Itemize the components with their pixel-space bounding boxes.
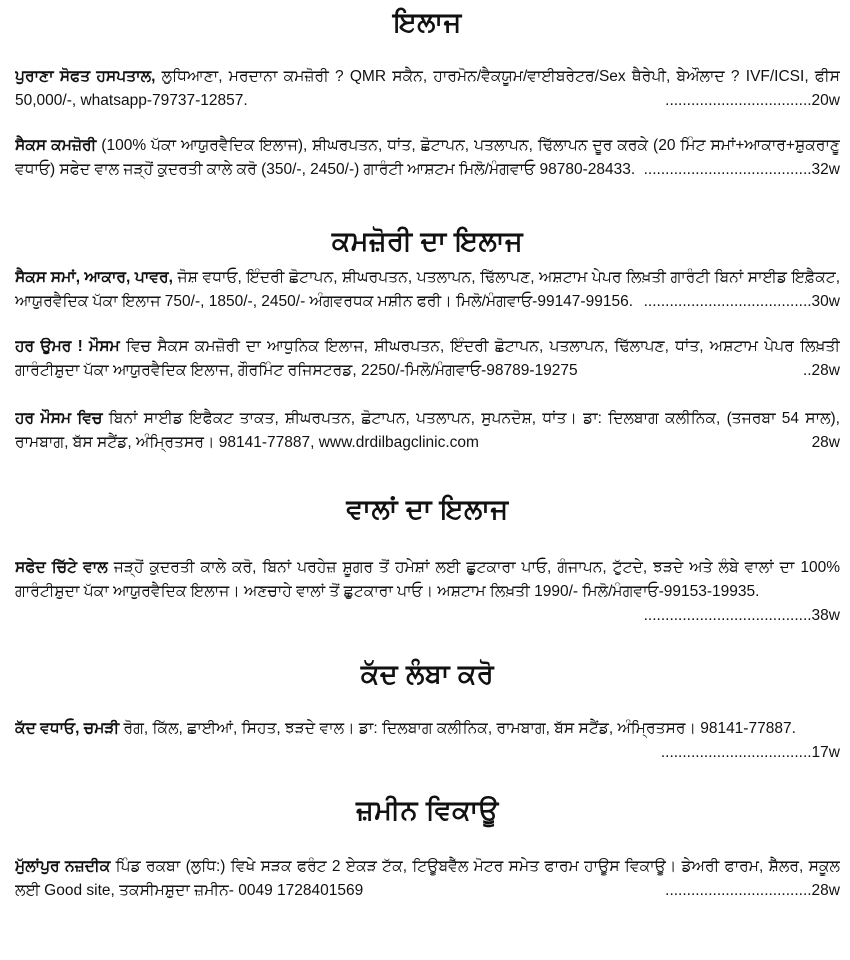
classified-ad [15, 134, 840, 182]
ad-lead: ਸੈਕਸ ਸਮਾਂ, ਆਕਾਰ, ਪਾਵਰ, [15, 269, 173, 286]
classified-ad [15, 335, 840, 383]
section-heading-hair-treatment: ਵਾਲਾਂ ਦਾ ਇਲਾਜ [346, 494, 509, 524]
ad-word-count: ..28w [802, 362, 840, 379]
ad-word-count: .......................................30w [643, 293, 840, 310]
ad-lead: ਹਰ ਮੌਸਮ ਵਿਚ [15, 410, 103, 427]
classified-ad [15, 266, 840, 314]
ad-text: ਜੋਸ਼ ਵਧਾਓ, ਇੰਦਰੀ ਛੋਟਾਪਨ, ਸ਼ੀਘਰਪਤਨ, ਪਤਲਾਪਨ, ਢਿੱਲਾਪਣ, ਅਸ਼ਟਾਮ ਪੇਪਰ ਲਿਖ਼ਤੀ ਗਾਰੰਟੀ ਬਿਨਾਂ ਸਾਈਡ ਇਫ਼ੈਕਟ, ਆਯੁਰਵੈਦਿਕ ਪੱਕਾ ਇਲਾਜ 750/-, 1850/-, 2450/- ਅੰਗਵਰਧਕ ਮਸ਼ੀਨ ਫਰੀ। ਮਿਲੋ/ਮੰਗਵਾਓ-99147-99156. [15, 269, 840, 310]
ad-lead: ਸੈਕਸ ਕਮਜ਼ੋਰੀ [15, 137, 97, 154]
ad-word-count: .......................................38w [643, 607, 840, 624]
ad-word-count: .......................................32w [643, 161, 840, 178]
ad-word-count: ...................................17w [660, 744, 840, 761]
classified-ad [15, 717, 840, 765]
classified-ad [15, 407, 840, 455]
ad-word-count: 28w [811, 434, 840, 451]
classified-ad [15, 556, 840, 628]
ad-lead: ਮੁੱਲਾਂਪੁਰ ਨਜ਼ਦੀਕ [15, 858, 111, 875]
ad-text: ਵਿਚ ਸੈਕਸ ਕਮਜ਼ੋਰੀ ਦਾ ਆਧੁਨਿਕ ਇਲਾਜ, ਸ਼ੀਘਰਪਤਨ, ਇੰਦਰੀ ਛੋਟਾਪਨ, ਪਤਲਾਪਨ, ਢਿੱਲਾਪਣ, ਧਾਂਤ, ਅਸ਼ਟਾਮ ਪੇਪਰ ਲਿਖ਼ਤੀ ਗਾਰੰਟੀਸ਼ੁਦਾ ਪੱਕਾ ਆਯੁਰਵੈਦਿਕ ਇਲਾਜ, ਗੌਰਮਿੰਟ ਰਜਿਸਟਰਡ, 2250/-ਮਿਲੋ/ਮੰਗਵਾਓ-98789-19275 [15, 338, 840, 379]
ad-text: ਰੋਗ, ਕਿੱਲ, ਛਾਈਆਂ, ਸਿਹਤ, ਝੜਦੇ ਵਾਲ। ਡਾ: ਦਿਲਬਾਗ ਕਲੀਨਿਕ, ਰਾਮਬਾਗ, ਬੱਸ ਸਟੈਂਡ, ਅੰਮ੍ਰਿਤਸਰ। 98141-77887. [123, 720, 796, 737]
section-heading-increase-height: ਕੱਦ ਲੰਬਾ ਕਰੋ [360, 659, 495, 689]
section-heading-treatment: ਇਲਾਜ [393, 7, 462, 37]
ad-lead: ਕੱਦ ਵਧਾਓ, ਚਮੜੀ [15, 720, 120, 737]
ad-text: ਬਿਨਾਂ ਸਾਈਡ ਇਫੈਕਟ ਤਾਕਤ, ਸ਼ੀਘਰਪਤਨ, ਛੋਟਾਪਨ, ਪਤਲਾਪਨ, ਸੁਪਨਦੋਸ਼, ਧਾਂਤ। ਡਾ: ਦਿਲਬਾਗ ਕਲੀਨਿਕ, (ਤਜਰਬਾ 54 ਸਾਲ), ਰਾਮਬਾਗ, ਬੱਸ ਸਟੈਂਡ, ਅੰਮ੍ਰਿਤਸਰ। 98141-77887, www.drdilbagclinic.com [15, 410, 840, 451]
classified-ad [15, 855, 840, 903]
section-heading-land-for-sale: ਜ਼ਮੀਨ ਵਿਕਾਊ [356, 795, 499, 825]
ad-text: ਜੜ੍ਹੋਂ ਕੁਦਰਤੀ ਕਾਲੇ ਕਰੋ, ਬਿਨਾਂ ਪਰਹੇਜ਼ ਸ਼ੂਗਰ ਤੋਂ ਹਮੇਸ਼ਾਂ ਲਈ ਛੁਟਕਾਰਾ ਪਾਓ, ਗੰਜਾਪਨ, ਟੁੱਟਦੇ, ਝੜਦੇ ਅਤੇ ਲੰਬੇ ਵਾਲਾਂ ਦਾ 100% ਗਾਰੰਟੀਸ਼ੁਦਾ ਪੱਕਾ ਆਯੁਰਵੈਦਿਕ ਇਲਾਜ। ਅਣਚਾਹੇ ਵਾਲਾਂ ਤੋਂ ਛੁਟਕਾਰਾ ਪਾਓ। ਅਸ਼ਟਾਮ ਲਿਖ਼ਤੀ 1990/- ਮਿਲੋ/ਮੰਗਵਾਓ-99153-19935. [15, 559, 840, 600]
ad-text: (100% ਪੱਕਾ ਆਯੁਰਵੈਦਿਕ ਇਲਾਜ), ਸ਼ੀਘਰਪਤਨ, ਧਾਂਤ, ਛੋਟਾਪਨ, ਪਤਲਾਪਨ, ਢਿੱਲਾਪਨ ਦੂਰ ਕਰਕੇ (20 ਮਿੰਟ ਸਮਾਂ+ਆਕਾਰ+ਸ਼ੁਕਰਾਣੂ ਵਧਾਓ) ਸਫੇਦ ਵਾਲ ਜੜ੍ਹੋਂ ਕੁਦਰਤੀ ਕਾਲੇ ਕਰੋ (350/-, 2450/-) ਗਾਰੰਟੀ ਆਸ਼ਟਮ ਮਿਲੋ/ਮੰਗਵਾਓ 98780-28433. [15, 137, 840, 178]
section-heading-weakness-treatment: ਕਮਜ਼ੋਰੀ ਦਾ ਇਲਾਜ [331, 226, 524, 256]
ad-lead: ਸਫੇਦ ਚਿੱਟੇ ਵਾਲ [15, 559, 108, 576]
ad-lead: ਹਰ ਉਮਰ ! ਮੌਸਮ [15, 338, 120, 355]
ad-text: ਪਿੰਡ ਰਕਬਾ (ਲੁਧਿ:) ਵਿਖੇ ਸੜਕ ਫਰੰਟ 2 ਏਕੜ ਟੱਕ, ਟਿਊਬਵੈੱਲ ਮੋਟਰ ਸਮੇਤ ਫਾਰਮ ਹਾਊਸ ਵਿਕਾਊ। ਡੇਅਰੀ ਫਾਰਮ, ਸ਼ੈੱਲਰ, ਸਕੂਲ ਲਈ Good site, ਤਕਸੀਮਸ਼ੁਦਾ ਜ਼ਮੀਨ- 0049 1728401569 [15, 858, 840, 899]
classified-ad [15, 65, 840, 113]
ad-lead: ਪੁਰਾਣਾ ਸੋਫਤ ਹਸਪਤਾਲ, [15, 68, 156, 85]
ad-word-count: ..................................28w [665, 882, 840, 899]
ad-word-count: ..................................20w [665, 92, 840, 109]
ad-text: ਲੁਧਿਆਣਾ, ਮਰਦਾਨਾ ਕਮਜ਼ੋਰੀ ? QMR ਸਕੈਨ, ਹਾਰਮੋਨ/ਵੈਕਯੂਮ/ਵਾਈਬਰੇਟਰ/Sex ਥੈਰੇਪੀ, ਬੇਔਲਾਦ ? IVF/ICSI, ਫੀਸ 50,000/-, whatsapp-79737-12857. [15, 68, 840, 109]
